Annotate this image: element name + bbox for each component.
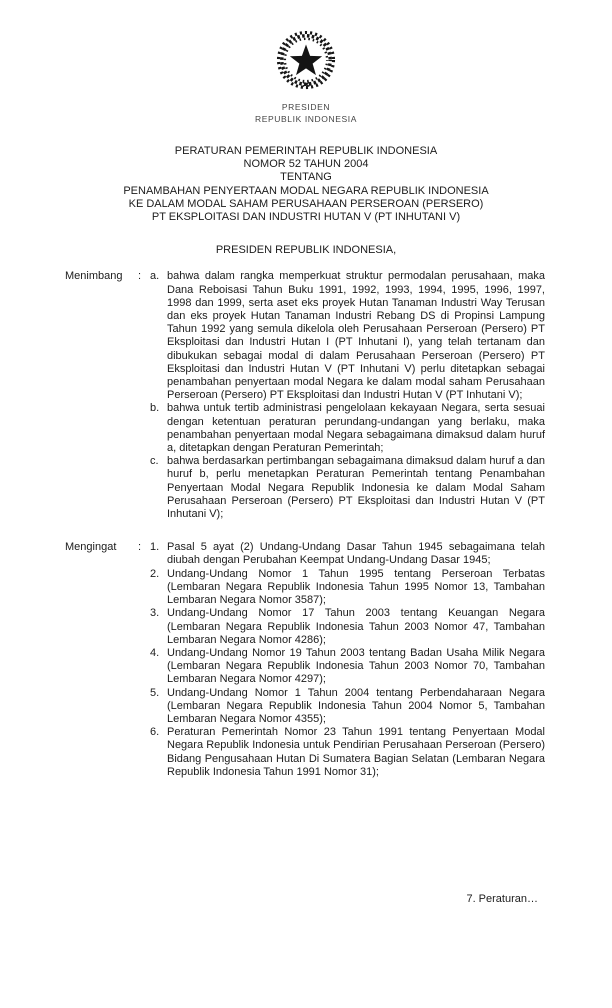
section-menimbang	[65, 270, 545, 521]
org-name-line2: REPUBLIK INDONESIA	[255, 114, 357, 124]
section-label: Menimbang	[65, 270, 123, 283]
list-item-text: Peraturan Pemerintah Nomor 23 Tahun 1991 tentang Penyertaan Modal Negara Republik Indonesia untuk Pendirian Perusahaan Perseroan (Persero) Bidang Pengusahaan Hutan Di Sumatera Bagian Selatan (Lembaran Negara Republik Indonesia Tahun 1991 Nomor 31);	[167, 726, 545, 778]
list-item-text: bahwa dalam rangka memperkuat struktur permodalan perusahaan, maka Dana Reboisasi Tahun Buku 1991, 1992, 1993, 1994, 1995, 1996, 1997, 1998 dan 1999, serta aset eks proyek Hutan Tanaman Industri Way Terusan dan eks proyek Hutan Tanaman Industri Rebang DS di Propinsi Lampung Tahun 1992 yang semula dikelola oleh Perusahaan Perseroan (Persero) PT Eksploitasi dan Industri Hutan I (PT Inhutani I), yang telah tertanam dan dibukukan sebagai modal di dalam Perusahaan Perseroan (Persero) PT Eksploitasi dan Industri Hutan V (PT Inhutani V) perlu ditetapkan sebagai penambahan penyertaan modal Negara ke dalam modal saham Perusahaan Perseroan (Persero) PT Eksploitasi dan Industri Hutan V (PT Inhutani V);	[167, 270, 545, 402]
list-item-marker: 5.	[150, 686, 160, 699]
title-line: PENAMBAHAN PENYERTAAN MODAL NEGARA REPUBLIK INDONESIA	[123, 184, 489, 197]
org-name-line1: PRESIDEN	[281, 102, 331, 112]
list-item-marker: c.	[150, 455, 159, 468]
page-catchword: 7. Peraturan…	[466, 893, 538, 905]
section-mengingat	[65, 541, 545, 779]
list-item-marker: 3.	[150, 607, 160, 620]
list-item-marker: a.	[150, 270, 160, 283]
list-item-marker: 6.	[150, 726, 160, 739]
title-line: PERATURAN PEMERINTAH REPUBLIK INDONESIA	[174, 145, 438, 157]
list-item	[150, 687, 545, 727]
title-line: NOMOR 52 TAHUN 2004	[243, 158, 369, 171]
list-item-text: Undang-Undang Nomor 19 Tahun 2003 tentang Badan Usaha Milik Negara (Lembaran Negara Republik Indonesia Tahun 2003 Nomor 70, Tambahan Lembaran Negara Nomor 4297);	[167, 646, 545, 686]
list-item-text: Undang-Undang Nomor 1 Tahun 2004 tentang Perbendaharaan Negara (Lembaran Negara Republik Indonesia Tahun 2004 Nomor 5, Tambahan Lembaran Negara Nomor 4355);	[167, 686, 545, 725]
section-colon: :	[138, 541, 142, 554]
list-item	[150, 568, 545, 608]
list-item	[150, 607, 545, 647]
header	[0, 0, 612, 125]
list-item-text: Pasal 5 ayat (2) Undang-Undang Dasar Tahun 1945 sebagaimana telah diubah dengan Perubahan Keempat Undang-Undang Dasar 1945;	[167, 541, 545, 567]
document-body	[0, 270, 612, 779]
title-line: PT EKSPLOITASI DAN INDUSTRI HUTAN V (PT INHUTANI V)	[151, 211, 461, 224]
list-item	[150, 270, 545, 402]
presidential-seal-icon	[275, 29, 337, 91]
list-item	[150, 647, 545, 687]
list-item	[150, 402, 545, 455]
title-line: KE DALAM MODAL SAHAM PERUSAHAAN PERSEROAN (PERSERO)	[128, 197, 484, 210]
list-item	[150, 541, 545, 567]
list-item-text: bahwa untuk tertib administrasi pengelolaan kekayaan Negara, serta sesuai dengan ketentuan peraturan perundang-undangan yang berlaku, maka penambahan penyertaan modal Negara sebagaimana dimaksud dalam huruf a, ditetapkan dengan Peraturan Pemerintah;	[167, 402, 545, 455]
star-icon	[290, 45, 322, 76]
section-items	[150, 270, 545, 521]
list-item-text: bahwa berdasarkan pertimbangan sebagaimana dimaksud dalam huruf a dan huruf b, perlu menetapkan Peraturan Pemerintah tentang Penambahan Penyertaan Modal Negara Republik Indonesia ke dalam Modal Saham Perusahaan Perseroan (Persero) PT Eksploitasi dan Industri Hutan V (PT Inhutani V);	[167, 455, 545, 521]
list-item	[150, 455, 545, 521]
list-item-marker: 2.	[150, 567, 160, 580]
list-item-text: Undang-Undang Nomor 17 Tahun 2003 tentang Keuangan Negara (Lembaran Negara Republik Indonesia Tahun 2003 Nomor 47, Tambahan Lembaran Negara Nomor 4286);	[167, 607, 545, 646]
section-colon: :	[138, 270, 142, 283]
list-item-marker: b.	[150, 402, 160, 415]
list-item-marker: 4.	[150, 646, 160, 659]
list-item	[150, 726, 545, 779]
salutation: PRESIDEN REPUBLIK INDONESIA,	[215, 244, 397, 257]
list-item-marker: 1.	[150, 541, 160, 554]
section-items	[150, 541, 545, 779]
title-line: TENTANG	[280, 171, 332, 184]
org-name	[0, 101, 612, 125]
document-title	[0, 145, 612, 224]
section-label: Mengingat	[65, 541, 117, 554]
list-item-text: Undang-Undang Nomor 1 Tahun 1995 tentang Perseroan Terbatas (Lembaran Negara Republik Indonesia Tahun 1995 Nomor 13, Tambahan Lembaran Negara Nomor 3587);	[167, 567, 545, 607]
